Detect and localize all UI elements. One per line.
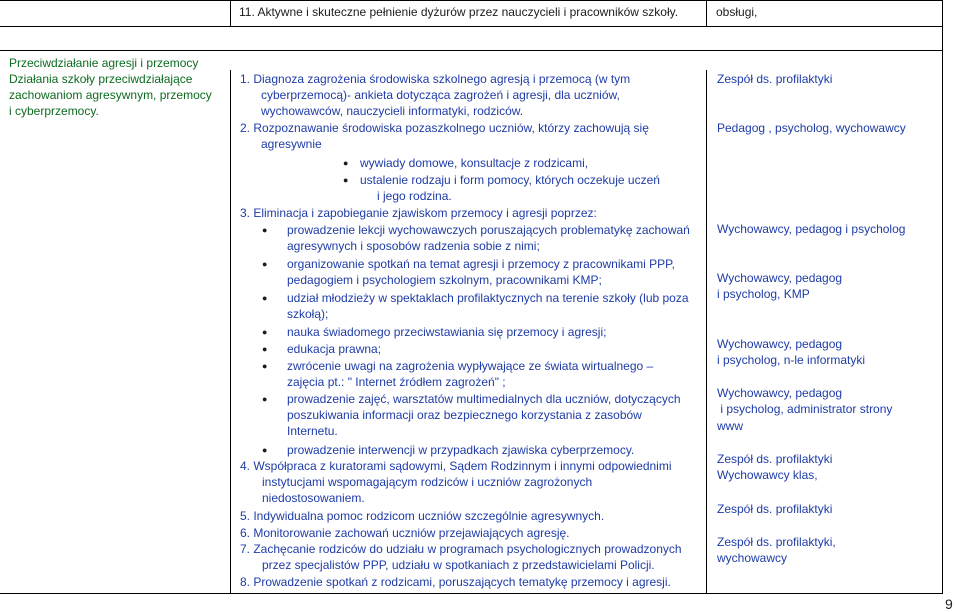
item-8-line: 8. Prowadzenie spotkań z rodzicami, poruszających tematykę przemocy i agresji. [240,575,671,589]
bullet-icon [343,155,348,171]
item-7-line: 7. Zachęcanie rodziców do udziału w programach psychologicznych prowadzonych [240,542,682,556]
item-2-line: agresywnie [261,137,322,151]
section-description-line: zachowaniom agresywnym, przemocy [9,88,212,102]
column-divider-1 [230,70,231,593]
top-row-item: 11. Aktywne i skuteczne pełnienie dyżurów przez nauczycieli i pracowników szkoły. [239,5,679,19]
item-3-bullet-text: szkołą); [287,307,329,321]
item-3-bullet-text: nauka świadomego przeciwstawiania się przemocy i agresji; [287,325,607,339]
item-3-bullet-text: agresywnych i sposobów radzenia sobie z nimi; [287,239,540,253]
responsible-2: Pedagog , psycholog, wychowawcy [717,121,906,135]
item-1-line: wychowawców, nauczycieli informatyki, rodziców. [261,104,524,118]
item-5-line: 5. Indywidualna pomoc rodzicom uczniów szczególnie agresywnych. [240,509,605,523]
responsible-9: wychowawcy [717,551,788,565]
table-right-border [942,0,943,593]
section-top-rule [0,50,943,51]
page-number: 9 [945,596,953,612]
item-2-bullet-text: i jego rodzina. [377,189,452,203]
column-divider-1 [230,0,231,26]
responsible-6: www [717,419,743,433]
section-description-line: Działania szkoły przeciwdziałające [9,72,193,86]
item-3-bullet-text: udział młodzieży w spektaklach profilaktycznych na terenie szkoły (lub poza [287,291,689,305]
item-2-bullet-text: ustalenie rodzaju i form pomocy, których oczekuje uczeń [360,173,660,187]
bullet-icon [262,324,267,340]
bullet-icon [262,391,267,407]
bullet-icon [262,290,267,306]
table-top-rule [0,0,943,1]
item-3-bullet-text: prowadzenie lekcji wychowawczych poruszających problematykę zachowań [287,223,690,237]
item-4-line: instytucjami wspomagającym rodziców i uczniów zagrożonych [262,475,593,489]
item-3-bullet-text: edukacja prawna; [287,342,382,356]
item-3-line: 3. Eliminacja i zapobieganie zjawiskom przemocy i agresji poprzez: [240,206,597,220]
responsible-5: i psycholog, n-le informatyki [717,353,866,367]
item-3-bullet-text: poszukiwania informacji oraz bezpiecznego korzystania z zasobów [287,408,642,422]
responsible-6: i psycholog, administrator strony [717,402,893,416]
item-3-bullet-text: Internetu. [287,424,338,438]
table-bottom-rule [0,593,943,594]
responsible-1: Zespół ds. profilaktyki [717,72,833,86]
section-description-line: i cyberprzemocy. [9,104,99,118]
item-2-bullet-text: wywiady domowe, konsultacje z rodzicami, [360,156,589,170]
responsible-3: Wychowawcy, pedagog i psycholog [717,222,906,236]
item-6-line: 6. Monitorowanie zachowań uczniów przejawiających agresję. [240,526,570,540]
item-7-line: przez specjalistów PPP, udziału w spotkaniach z przedstawicielami Policji. [262,558,655,572]
column-divider-2 [706,0,707,26]
item-3-bullet-text: pedagogiem i psychologiem szkolnym, pracownikami KMP; [287,273,602,287]
item-1-line: 1. Diagnoza zagrożenia środowiska szkolnego agresją i przemocą (w tym [240,72,631,86]
item-2-line: 2. Rozpoznawanie środowiska pozaszkolnego uczniów, którzy zachowują się [240,121,649,135]
item-3-bullet-text: prowadzenie zajęć, warsztatów multimedialnych dla uczniów, dotyczących [287,392,681,406]
bullet-icon [262,256,267,272]
responsible-6: Wychowawcy, pedagog [717,386,843,400]
bullet-icon [262,358,267,374]
responsible-5: Wychowawcy, pedagog [717,337,843,351]
responsible-7: Wychowawcy klas, [717,468,818,482]
bullet-icon [262,222,267,238]
bullet-icon [262,442,267,458]
bullet-icon [343,172,348,188]
top-row-responsible: obsługi, [716,5,758,19]
item-3-bullet-text: zwrócenie uwagi na zagrożenia wypływające ze świata wirtualnego – [287,359,654,373]
item-1-line: cyberprzemocą)- ankieta dotycząca zagrożeń i agresji, dla uczniów, [261,88,620,102]
row-divider [0,26,943,27]
item-4-line: 4. Współpraca z kuratorami sądowymi, Sądem Rodzinnym i innymi odpowiednimi [240,459,672,473]
responsible-4: i psycholog, KMP [717,287,810,301]
item-3-bullet-text: prowadzenie interwencji w przypadkach zjawiska cyberprzemocy. [287,443,635,457]
bullet-icon [262,341,267,357]
section-title: Przeciwdziałanie agresji i przemocy [9,56,199,70]
column-divider-2 [706,70,707,593]
item-3-bullet-text: organizowanie spotkań na temat agresji i przemocy z pracownikami PPP, [287,257,675,271]
item-4-line: niedostosowaniem. [262,491,365,505]
responsible-8: Zespół ds. profilaktyki [717,502,833,516]
responsible-4: Wychowawcy, pedagog [717,271,843,285]
responsible-9: Zespół ds. profilaktyki, [717,535,836,549]
responsible-7: Zespół ds. profilaktyki [717,452,833,466]
item-3-bullet-text: zajęcia pt.: " Internet źródłem zagrożeń" ; [287,375,506,389]
